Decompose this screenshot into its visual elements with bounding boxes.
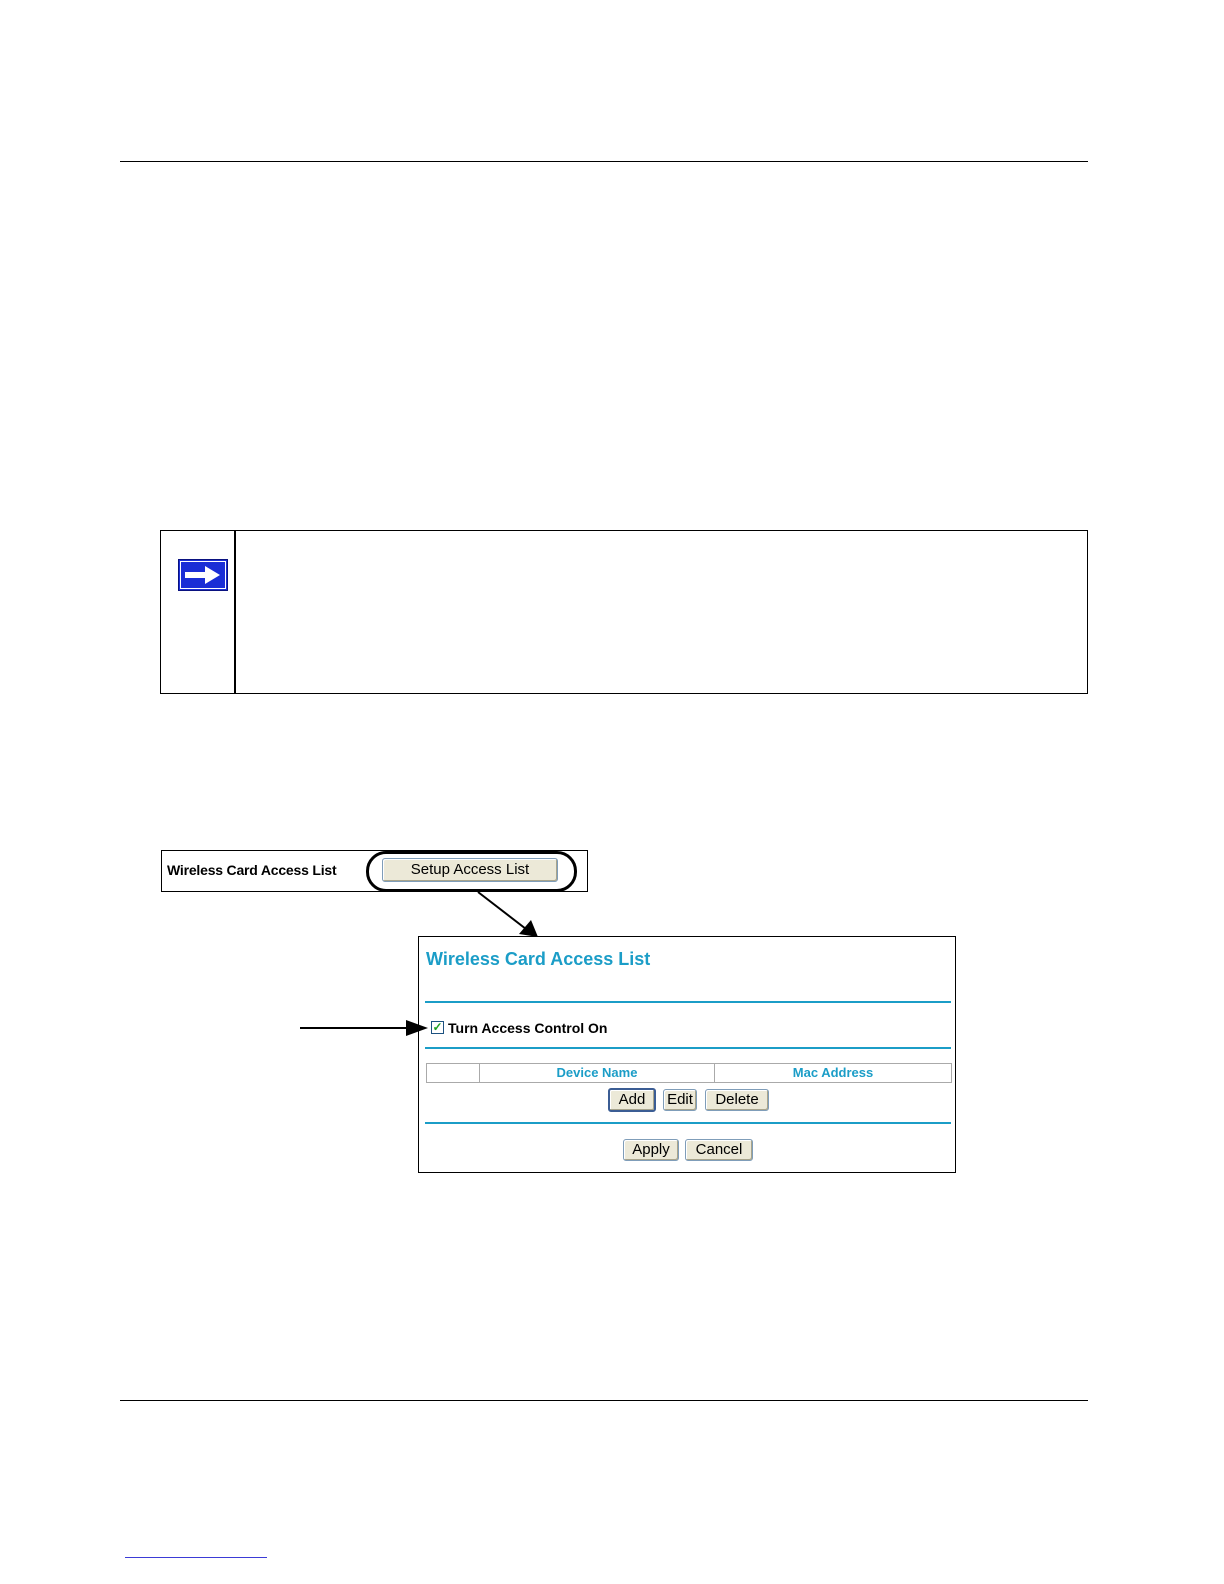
column-header-device-name: Device Name	[480, 1064, 715, 1082]
add-button[interactable]: Add	[608, 1088, 656, 1112]
wireless-card-access-row	[161, 850, 588, 892]
wireless-card-access-list-panel	[418, 936, 956, 1173]
access-list-table-header	[426, 1063, 952, 1083]
divider	[425, 1047, 951, 1049]
note-divider	[234, 531, 236, 693]
access-control-label: Turn Access Control On	[448, 1020, 608, 1036]
divider	[425, 1001, 951, 1003]
footer-link-underline[interactable]	[125, 1557, 267, 1558]
setup-access-list-button[interactable]: Setup Access List	[382, 858, 558, 882]
right-arrow-icon	[178, 559, 228, 591]
delete-button[interactable]: Delete	[705, 1089, 769, 1111]
note-box	[160, 530, 1088, 694]
panel-title: Wireless Card Access List	[426, 949, 651, 969]
edit-button[interactable]: Edit	[663, 1089, 697, 1111]
wireless-card-access-label: Wireless Card Access List	[167, 862, 337, 878]
cancel-button[interactable]: Cancel	[685, 1139, 753, 1161]
checkmark-icon: ✓	[432, 1020, 443, 1034]
access-control-checkbox[interactable]	[431, 1021, 444, 1034]
apply-button[interactable]: Apply	[623, 1139, 679, 1161]
header-rule	[120, 161, 1088, 162]
callout-arrowhead-panel	[519, 920, 538, 937]
column-header-select	[427, 1064, 480, 1082]
divider	[425, 1122, 951, 1124]
column-header-mac-address: Mac Address	[792, 1065, 874, 1080]
footer-rule	[120, 1400, 1088, 1401]
callout-arrow-to-panel	[478, 892, 526, 929]
